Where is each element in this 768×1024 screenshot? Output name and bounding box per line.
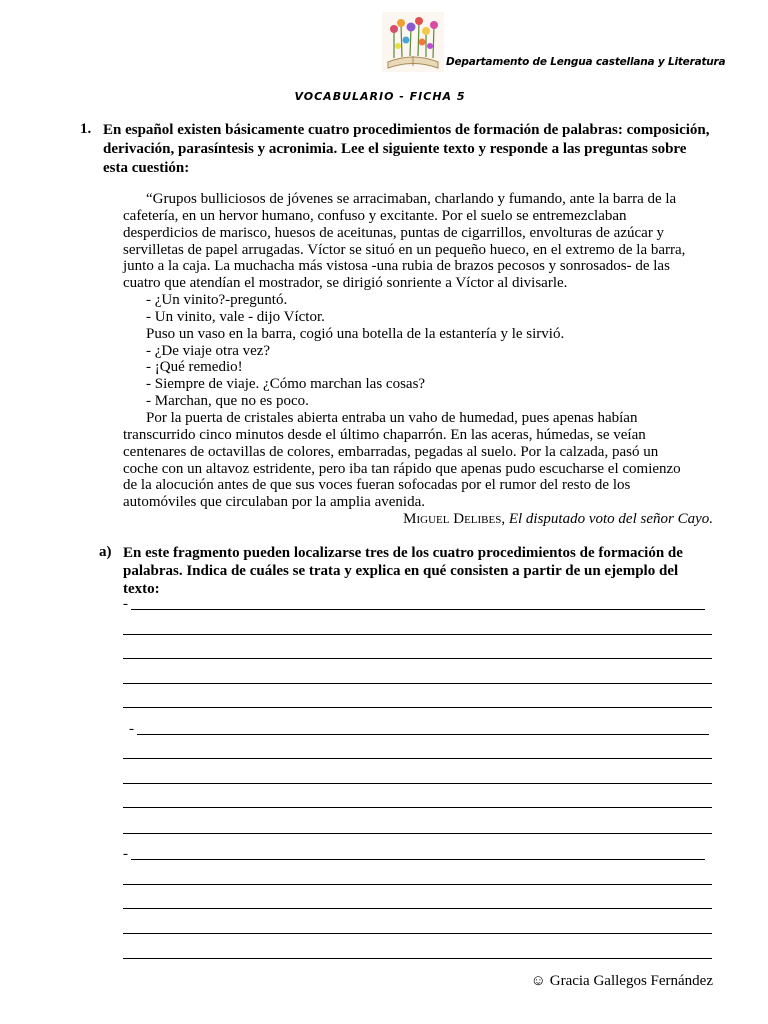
passage-line: Por la puerta de cristales abierta entraba un vaho de humedad, pues apenas habían [146,409,638,426]
passage-line: junto a la caja. La muchacha más vistosa -una rubia de brazos pecosos y sonrosados- de las [123,258,670,275]
answer-line[interactable] [123,958,712,959]
passage-line: - Un vinito, vale - dijo Víctor. [146,308,325,325]
answer-line[interactable] [131,609,705,610]
passage-attribution: Miguel Delibes, El disputado voto del señor Cayo. [403,511,713,528]
answer-line[interactable] [123,634,712,635]
passage-line: Puso un vaso en la barra, cogió una botella de la estantería y le sirvió. [146,325,565,342]
worksheet-title-text: VOCABULARIO - FICHA 5 [294,90,466,103]
answer-line[interactable] [123,933,712,934]
answer-dash: - [123,846,128,862]
question-1-text: En español existen básicamente cuatro procedimientos de formación de palabras: composición, derivación, parasíntesis y acronimia. Lee el siguiente texto y responde a las preguntas sobre esta cuestión: [103,122,710,176]
work-title: El disputado voto del señor Cayo. [508,511,713,528]
answer-line[interactable] [123,908,712,909]
answer-line[interactable] [131,859,705,860]
passage-line: coche con un altavoz estridente, pero iba tan rápido que apenas pudo escucharse el comienzo [123,460,681,477]
passage-line: - Marchan, que no es poco. [146,393,309,410]
question-a-letter: a) [99,544,112,560]
answer-line[interactable] [123,707,712,708]
passage-line: “Grupos bulliciosos de jóvenes se arracimaban, charlando y fumando, ante la barra de la [146,191,677,207]
answer-dash: - [123,596,128,612]
passage-line: - ¿Un vinito?-preguntó. [146,292,288,309]
passage-line: cuatro que atendían el mostrador, se dirigió sonriente a Víctor al divisarle. [123,275,568,292]
answer-line[interactable] [123,807,712,808]
answer-dash: - [129,721,134,737]
passage-line: transcurrido cinco minutos desde el último chaparrón. En las aceras, húmedas, se veían [123,426,646,443]
passage-line: de la alocución antes de que sus voces fueran sofocadas por el rumor del resto de los [123,477,631,494]
answer-line[interactable] [123,683,712,684]
passage-line: servilletas de papel arrugadas. Víctor se situó en un pequeño hueco, en el extremo de la barra, [123,241,686,258]
passage-line: desperdicios de marisco, huesos de aceitunas, puntas de cigarrillos, envolturas de azúcar y [123,224,665,241]
answer-line[interactable] [123,884,712,885]
answer-line[interactable] [123,758,712,759]
worksheet-title [0,90,768,103]
passage-line: automóviles que circulaban por la amplia avenida. [123,494,425,511]
copyright-footer: ☺ Gracia Gallegos Fernández [530,973,713,989]
passage-line: - Siempre de viaje. ¿Cómo marchan las cosas? [146,376,426,393]
answer-line[interactable] [123,833,712,834]
passage-line: - ¡Qué remedio! [146,359,243,376]
answer-line[interactable] [123,783,712,784]
answer-line[interactable] [123,658,712,659]
department-name: Departamento de Lengua castellana y Literatura [446,56,726,68]
author-name: Miguel Delibes [403,511,502,528]
question-a-text: En este fragmento pueden localizarse tres de los cuatro procedimientos de formación de palabras. Indica de cuáles se trata y explica en qué consisten a partir de un ejemplo del texto: [123,545,683,597]
passage-line: cafetería, en un hervor humano, confuso y excitante. Por el suelo se entremezclaban [123,207,627,224]
reading-passage [123,191,713,528]
passage-line: centenares de octavillas de colores, embarradas, pegadas al suelo. Por la calzada, pasó un [123,443,659,460]
question-1-number: 1. [80,121,92,137]
answer-line[interactable] [137,734,709,735]
flowers-book-logo-icon [382,12,444,72]
passage-line: - ¿De viaje otra vez? [146,342,271,359]
